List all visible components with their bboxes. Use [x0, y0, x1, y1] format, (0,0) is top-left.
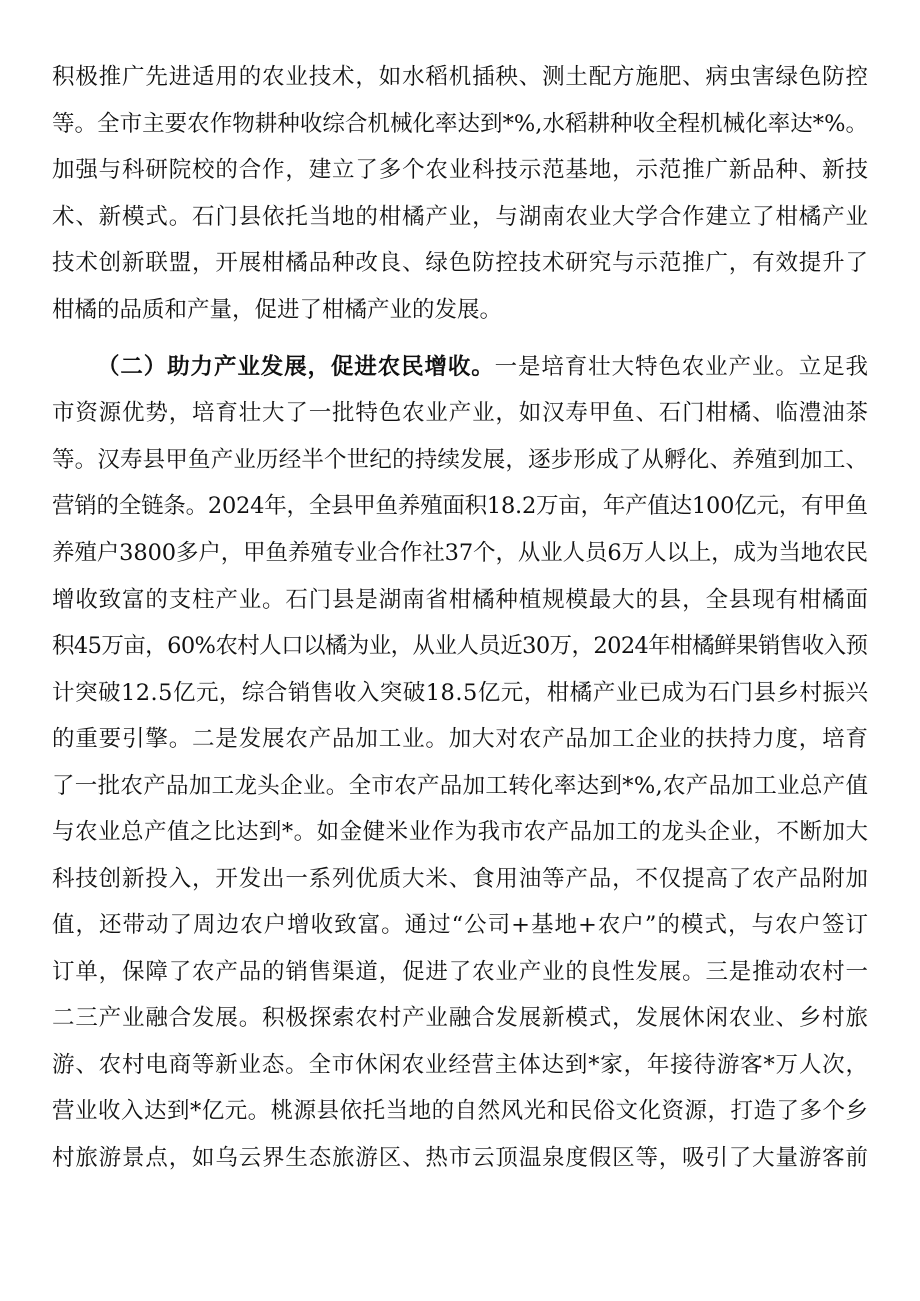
text-line	[0, 243, 920, 283]
text-line-content: 订单，保障了农产品的销售渠道，促进了农业产业的良性发展。三是推动农村一	[52, 959, 869, 985]
text-line-content	[97, 347, 869, 387]
text-line-content: 等。汉寿县甲鱼产业历经半个世纪的持续发展，逐步形成了从孵化、养殖到加工、	[52, 447, 869, 473]
text-line-content: 营销的全链条。2024年，全县甲鱼养殖面积18.2万亩，年产值达100亿元，有甲鱼	[52, 493, 868, 519]
text-line	[0, 998, 920, 1038]
text-line-content: 加强与科研院校的合作，建立了多个农业科技示范基地，示范推广新品种、新技	[52, 157, 869, 183]
text-line-content: 增收致富的支柱产业。石门县是湖南省柑橘种植规模最大的县，全县现有柑橘面	[52, 587, 869, 613]
text-line-content: 营业收入达到*亿元。桃源县依托当地的自然风光和民俗文化资源，打造了多个乡	[52, 1098, 869, 1124]
text-line-content: 村旅游景点，如乌云界生态旅游区、热市云顶温泉度假区等，吸引了大量游客前	[52, 1145, 869, 1171]
text-line	[0, 104, 920, 144]
text-line	[0, 290, 920, 330]
text-line	[0, 905, 920, 945]
text-line-content: 科技创新投入，开发出一系列优质大米、食用油等产品，不仅提高了农产品附加	[52, 866, 869, 892]
text-line	[0, 533, 920, 573]
text-line	[0, 150, 920, 190]
text-line-content: 的重要引擎。二是发展农产品加工业。加大对农产品加工企业的扶持力度，培育	[52, 726, 869, 752]
text-line-content: 值，还带动了周边农户增收致富。通过“公司+基地+农户”的模式，与农户签订	[52, 912, 870, 938]
text-line-content: 二三产业融合发展。积极探索农村产业融合发展新模式，发展休闲农业、乡村旅	[52, 1005, 869, 1031]
text-line	[0, 812, 920, 852]
text-line	[0, 197, 920, 237]
text-line-content: 技术创新联盟，开展柑橘品种改良、绿色防控技术研究与示范推广，有效提升了	[52, 250, 869, 276]
text-line	[0, 486, 920, 526]
text-line	[0, 347, 920, 387]
text-line	[0, 1045, 920, 1085]
text-line-content: 柑橘的品质和产量，促进了柑橘产业的发展。	[52, 297, 503, 323]
text-line-content: 积45万亩，60%农村人口以橘为业，从业人员近30万，2024年柑橘鲜果销售收入预	[52, 633, 868, 659]
section-heading: （二）助力产业发展，促进农民增收。	[97, 354, 495, 380]
text-line	[0, 859, 920, 899]
text-line	[0, 393, 920, 433]
text-line-content: 市资源优势，培育壮大了一批特色农业产业，如汉寿甲鱼、石门柑橘、临澧油茶	[52, 400, 869, 426]
text-line-content: 术、新模式。石门县依托当地的柑橘产业，与湖南农业大学合作建立了柑橘产业	[52, 204, 869, 230]
text-line	[0, 1138, 920, 1178]
text-line	[0, 1091, 920, 1131]
text-line	[0, 57, 920, 97]
text-line	[0, 952, 920, 992]
text-line	[0, 719, 920, 759]
text-line	[0, 673, 920, 713]
text-line-content: 积极推广先进适用的农业技术，如水稻机插秧、测土配方施肥、病虫害绿色防控	[52, 64, 869, 90]
text-line-content: 与农业总产值之比达到*。如金健米业作为我市农产品加工的龙头企业，不断加大	[52, 819, 869, 845]
text-line	[0, 626, 920, 666]
text-line	[0, 1184, 920, 1224]
text-line-content: 养殖户3800多户，甲鱼养殖专业合作社37个，从业人员6万人以上，成为当地农民	[52, 540, 868, 566]
text-line	[0, 440, 920, 480]
text-line-content: 等。全市主要农作物耕种收综合机械化率达到*%,水稻耕种收全程机械化率达*%。	[52, 111, 869, 137]
text-line-rest: 一是培育壮大特色农业产业。立足我	[494, 354, 869, 380]
text-line	[0, 766, 920, 806]
text-line	[0, 580, 920, 620]
text-line-content: 了一批农产品加工龙头企业。全市农产品加工转化率达到*%,农产品加工业总产值	[52, 773, 869, 799]
text-line-content: 计突破12.5亿元，综合销售收入突破18.5亿元，柑橘产业已成为石门县乡村振兴	[52, 680, 869, 706]
text-line-content: 游、农村电商等新业态。全市休闲农业经营主体达到*家，年接待游客*万人次，	[52, 1052, 869, 1078]
